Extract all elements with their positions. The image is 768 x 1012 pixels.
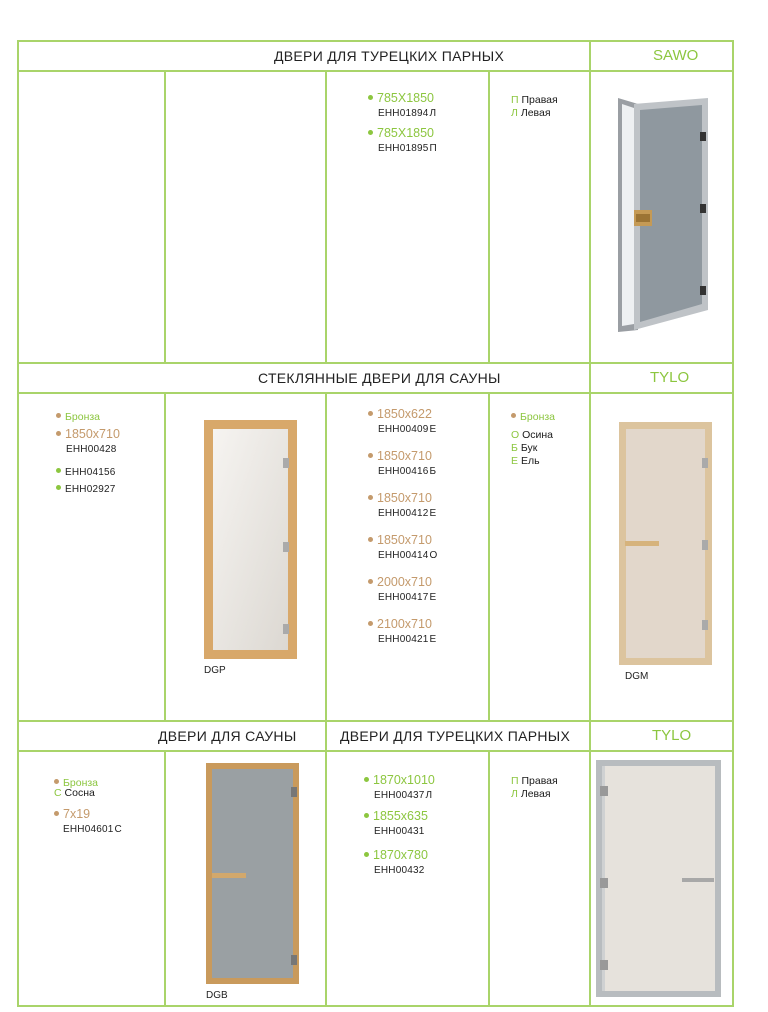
finish-option: Бронза (511, 407, 555, 425)
bullet-icon (54, 779, 59, 784)
grid-line (488, 392, 490, 720)
grid-line (17, 392, 734, 394)
grid-line (488, 70, 490, 362)
product-item: 785X1850 EHH01894Л (368, 91, 436, 121)
bullet-icon (368, 537, 373, 542)
grid-line (17, 362, 734, 364)
grid-line (17, 750, 734, 752)
brand-label: TYLO (650, 369, 690, 386)
grid-line (17, 1005, 734, 1007)
section-title: СТЕКЛЯННЫЕ ДВЕРИ ДЛЯ САУНЫ (258, 370, 501, 386)
bullet-icon (54, 811, 59, 816)
bullet-icon (368, 579, 373, 584)
finish-option: Бронза (54, 773, 98, 791)
product-list (364, 773, 435, 878)
grid-line (589, 40, 591, 1007)
bullet-icon (56, 485, 61, 490)
bullet-icon (368, 95, 373, 100)
product-item: 785X1850 EHH01895П (368, 126, 437, 156)
bullet-icon (364, 852, 369, 857)
product-item: EHH04156 (56, 462, 116, 480)
product-item: 7x19 EHH04601С (54, 807, 122, 837)
grid-line (17, 40, 19, 1007)
grid-line (325, 720, 327, 1007)
dgp-door-image (204, 420, 298, 660)
product-item: 1870x780 EHH00432 (364, 848, 435, 878)
bullet-icon (368, 411, 373, 416)
bullet-icon (364, 813, 369, 818)
sawo-door-image (612, 92, 712, 337)
legend: O Осина Б Бук E Ель (511, 429, 554, 467)
dgb-door-image (206, 763, 300, 985)
tylo-steam-door-image (596, 760, 722, 998)
product-item: 2000x710 EHH00417E (368, 575, 438, 605)
bullet-icon (368, 453, 373, 458)
grid-line (164, 392, 166, 720)
grid-line (732, 40, 734, 1007)
bullet-icon (368, 495, 373, 500)
bullet-icon (511, 413, 516, 418)
dgm-door-image (619, 422, 713, 666)
image-caption: DGM (625, 671, 649, 682)
bullet-icon (56, 431, 61, 436)
grid-line (164, 70, 166, 362)
door-caption: DGB (206, 990, 228, 1001)
product-item: 1855x635 EHH00431 (364, 809, 435, 839)
product-item: 1850x710 EHH00414O (368, 533, 438, 563)
product-item: 1870x1010 EHH00437Л (364, 773, 435, 803)
product-list (368, 407, 438, 647)
product-item: 1850x710 EHH00428 (56, 427, 120, 457)
grid-line (17, 70, 734, 72)
bullet-icon (56, 413, 61, 418)
bullet-icon (368, 130, 373, 135)
bullet-icon (56, 468, 61, 473)
section-title: ДВЕРИ ДЛЯ ТУРЕЦКИХ ПАРНЫХ (274, 48, 505, 64)
grid-line (325, 392, 327, 720)
brand-label: TYLO (652, 727, 692, 744)
product-item: 1850x710 EHH00416Б (368, 449, 438, 479)
section-title: ДВЕРИ ДЛЯ САУНЫ (158, 728, 297, 744)
bullet-icon (364, 777, 369, 782)
product-item: 1850x622 EHH00409E (368, 407, 438, 437)
product-item: 2100x710 EHH00421E (368, 617, 438, 647)
bullet-icon (368, 621, 373, 626)
section-title: ДВЕРИ ДЛЯ ТУРЕЦКИХ ПАРНЫХ (340, 728, 571, 744)
legend: П Правая Л Левая (511, 94, 558, 119)
legend: С Сосна (54, 787, 95, 799)
product-item: EHH02927 (56, 479, 116, 497)
grid-line (17, 720, 734, 722)
grid-line (17, 40, 734, 42)
grid-line (488, 750, 490, 1007)
grid-line (164, 750, 166, 1007)
door-caption: DGP (204, 665, 226, 676)
product-item: 1850x710 EHH00412E (368, 491, 438, 521)
brand-label: SAWO (653, 47, 699, 64)
grid-line (325, 70, 327, 362)
finish-option: Бронза (56, 407, 100, 425)
legend: П Правая Л Левая (511, 775, 558, 800)
